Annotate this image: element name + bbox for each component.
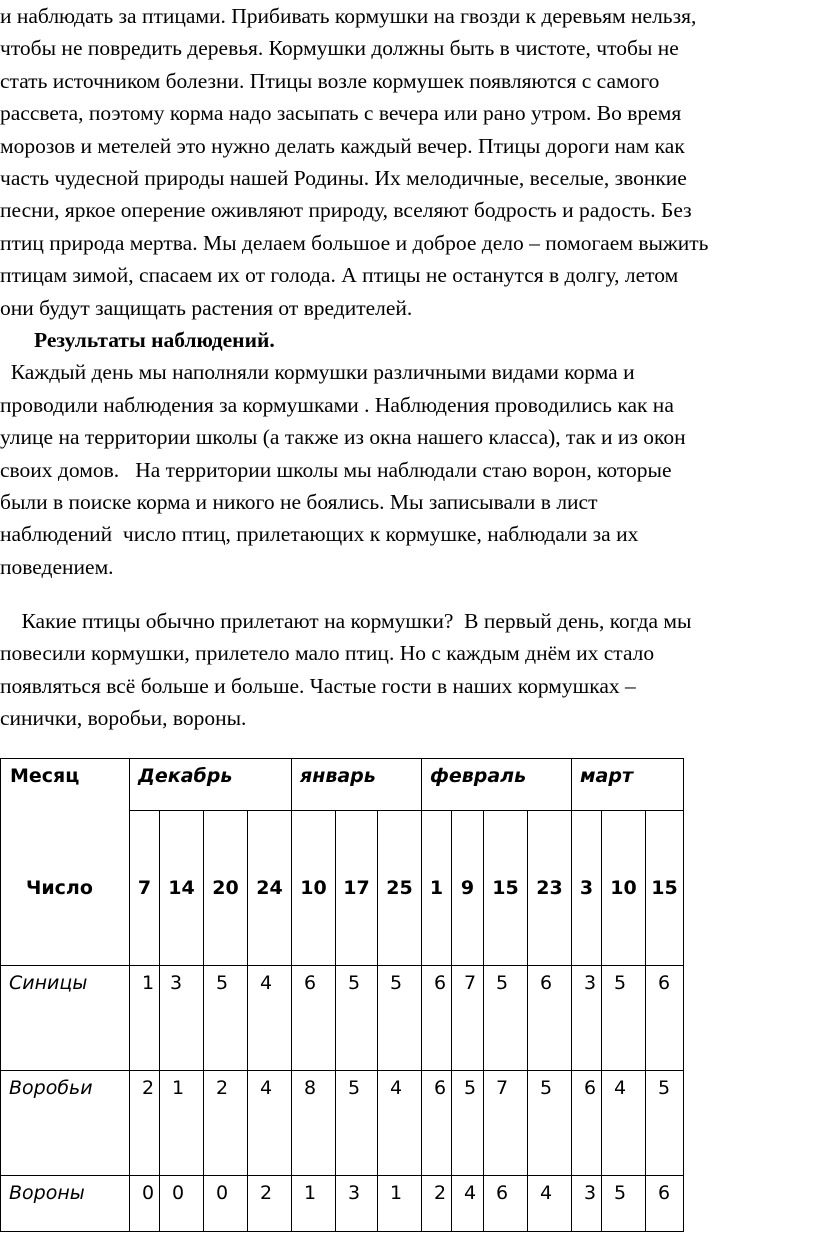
value-cell: 2 [248, 1176, 292, 1232]
value-cell: 1 [160, 1071, 204, 1176]
day-cell: 9 [452, 811, 484, 966]
text-line: часть чудесной природы нашей Родины. Их мелодичные, веселые, звонкие [0, 166, 687, 190]
text-line: и наблюдать за птицами. Прибивать кормушки на гвозди к деревьям нельзя, [0, 4, 697, 28]
value-cell: 2 [204, 1071, 248, 1176]
text-line: наблюдений число птиц, прилетающих к кормушке, наблюдали за их [0, 522, 639, 546]
text-line: проводили наблюдения за кормушками . Наблюдения проводились как на [0, 393, 674, 417]
value-cell: 3 [572, 1176, 602, 1232]
value-cell: 6 [646, 1176, 684, 1232]
table-row [1, 966, 684, 1071]
month-row [1, 759, 684, 811]
value-cell: 6 [484, 1176, 528, 1232]
section-heading: Результаты наблюдений. [34, 328, 275, 352]
value-cell: 3 [336, 1176, 378, 1232]
month-december: Декабрь [130, 759, 292, 811]
text-line: поведением. [0, 555, 114, 579]
text-line: улице на территории школы (а также из окна нашего класса), так и из окон [0, 425, 686, 449]
value-cell: 6 [646, 966, 684, 1071]
text-line: птиц природа мертва. Мы делаем большое и доброе дело – помогаем выжить [0, 231, 709, 255]
value-cell: 6 [422, 1071, 452, 1176]
day-cell: 20 [204, 811, 248, 966]
value-cell: 4 [378, 1071, 422, 1176]
text-line: чтобы не повредить деревья. Кормушки должны быть в чистоте, чтобы не [0, 36, 679, 60]
value-cell: 5 [452, 1071, 484, 1176]
day-cell: 17 [336, 811, 378, 966]
day-row [1, 811, 684, 966]
value-cell: 1 [130, 966, 160, 1071]
text-line: повесили кормушки, прилетело мало птиц. Но с каждым днём их стало [0, 641, 655, 665]
value-cell: 0 [160, 1176, 204, 1232]
day-cell: 7 [130, 811, 160, 966]
text-line: они будут защищать растения от вредителей. [0, 296, 413, 320]
value-cell: 5 [646, 1071, 684, 1176]
month-label: Месяц [1, 759, 130, 811]
text-line: Каждый день мы наполняли кормушки различными видами корма и [0, 360, 635, 384]
value-cell: 4 [248, 966, 292, 1071]
value-cell: 8 [292, 1071, 336, 1176]
row-label-crows: Вороны [1, 1176, 130, 1232]
value-cell: 0 [130, 1176, 160, 1232]
value-cell: 4 [602, 1071, 646, 1176]
value-cell: 3 [160, 966, 204, 1071]
value-cell: 6 [572, 1071, 602, 1176]
day-cell: 25 [378, 811, 422, 966]
value-cell: 5 [602, 966, 646, 1071]
value-cell: 6 [422, 966, 452, 1071]
value-cell: 4 [452, 1176, 484, 1232]
day-cell: 1 [422, 811, 452, 966]
value-cell: 6 [292, 966, 336, 1071]
value-cell: 5 [484, 966, 528, 1071]
text-line: были в поиске корма и никого не боялись. Мы записывали в лист [0, 490, 598, 514]
text-line: появляться всё больше и больше. Частые гости в наших кормушках – [0, 674, 636, 698]
day-cell: 3 [572, 811, 602, 966]
row-label-sparrows: Воробьи [1, 1071, 130, 1176]
day-cell: 10 [292, 811, 336, 966]
value-cell: 2 [422, 1176, 452, 1232]
text-line: стать источником болезни. Птицы возле кормушек появляются с самого [0, 69, 660, 93]
day-cell: 23 [528, 811, 572, 966]
text-line: своих домов. На территории школы мы наблюдали стаю ворон, которые [0, 458, 672, 482]
text-line: Какие птицы обычно прилетают на кормушки? В первый день, когда мы [0, 609, 692, 633]
day-cell: 15 [646, 811, 684, 966]
row-label-tits: Синицы [1, 966, 130, 1071]
value-cell: 4 [248, 1071, 292, 1176]
table-row [1, 1071, 684, 1176]
text-line: песни, яркое оперение оживляют природу, вселяют бодрость и радость. Без [0, 198, 692, 222]
value-cell: 3 [572, 966, 602, 1071]
value-cell: 0 [204, 1176, 248, 1232]
value-cell: 7 [484, 1071, 528, 1176]
observation-table [0, 758, 684, 1232]
month-march: март [572, 759, 684, 811]
value-cell: 6 [528, 966, 572, 1071]
value-cell: 5 [204, 966, 248, 1071]
day-cell: 10 [602, 811, 646, 966]
value-cell: 5 [528, 1071, 572, 1176]
table-row [1, 1176, 684, 1232]
value-cell: 7 [452, 966, 484, 1071]
value-cell: 4 [528, 1176, 572, 1232]
value-cell: 5 [378, 966, 422, 1071]
month-february: февраль [422, 759, 572, 811]
day-label: Число [1, 811, 130, 966]
value-cell: 5 [336, 966, 378, 1071]
text-line: синички, воробьи, вороны. [0, 706, 247, 730]
month-january: январь [292, 759, 422, 811]
value-cell: 5 [336, 1071, 378, 1176]
value-cell: 1 [378, 1176, 422, 1232]
text-line: морозов и метелей это нужно делать каждый вечер. Птицы дороги нам как [0, 134, 685, 158]
value-cell: 1 [292, 1176, 336, 1232]
day-cell: 24 [248, 811, 292, 966]
text-line: птицам зимой, спасаем их от голода. А птицы не останутся в долгу, летом [0, 263, 679, 287]
day-cell: 15 [484, 811, 528, 966]
value-cell: 5 [602, 1176, 646, 1232]
text-line: рассвета, поэтому корма надо засыпать с вечера или рано утром. Во время [0, 101, 682, 125]
day-cell: 14 [160, 811, 204, 966]
value-cell: 2 [130, 1071, 160, 1176]
